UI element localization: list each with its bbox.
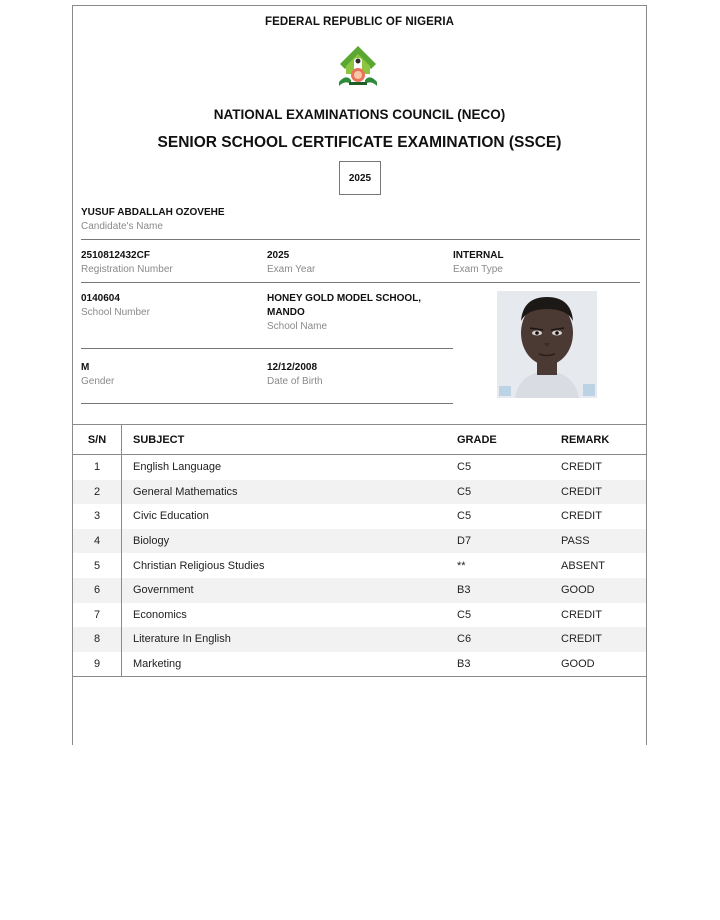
cell-grade: D7 [456,529,560,554]
candidate-name-value: YUSUF ABDALLAH OZOVEHE [81,207,225,218]
column-header-sn: S/N [73,425,122,455]
neco-logo-icon [336,44,380,90]
exam-type-field [453,249,504,277]
table-row [73,480,646,505]
cell-subject: English Language [133,461,222,474]
table-row [73,529,646,554]
exam-type-label: Exam Type [453,264,503,275]
table-header-row [73,425,646,455]
gender-field [81,361,114,389]
date-of-birth-field [267,361,323,389]
candidate-photo [497,291,597,398]
exam-year-box: 2025 [339,161,381,195]
registration-number-field [81,249,173,277]
cell-remark: GOOD [560,578,646,603]
school-name-label: School Name [267,321,328,332]
cell-sn: 8 [73,627,122,652]
cell-remark: CREDIT [561,510,602,523]
date-of-birth-value: 12/12/2008 [267,362,318,373]
cell-subject: Christian Religious Studies [133,559,265,572]
cell-subject: Marketing [133,658,182,671]
cell-grade: ** [457,559,466,572]
divider [81,403,453,404]
cell-sn: 3 [73,504,122,529]
table-row [73,652,646,677]
exam-type-value: INTERNAL [453,250,504,261]
cell-grade: C5 [457,608,472,621]
council-heading: NATIONAL EXAMINATIONS COUNCIL (NECO) [213,107,506,122]
cell-remark: ABSENT [561,559,606,572]
school-number-field [81,292,150,320]
date-of-birth-label: Date of Birth [267,376,323,387]
cell-remark: GOOD [561,658,595,671]
cell-subject: Government [122,578,457,603]
cell-grade: C5 [457,461,472,474]
cell-sn: 5 [73,553,122,578]
exam-year-label: Exam Year [267,264,316,275]
cell-subject: Biology [122,529,457,554]
exam-year-field [267,249,315,277]
cell-subject: Civic Education [133,510,209,523]
registration-number-label: Registration Number [81,264,173,275]
cell-remark: PASS [560,529,646,554]
table-row [73,627,646,652]
registration-number-value: 2510812432CF [81,250,150,261]
cell-sn: 6 [73,578,122,603]
column-header-remark: REMARK [560,425,646,455]
cell-grade: C5 [456,480,560,505]
column-header-grade: GRADE [456,425,560,455]
candidate-name-label: Candidate's Name [81,221,163,232]
cell-sn: 2 [73,480,122,505]
table-row [73,603,646,628]
cell-subject: General Mathematics [122,480,457,505]
cell-grade: C5 [457,510,472,523]
cell-sn: 7 [73,603,122,628]
results-table [73,424,646,677]
school-number-value: 0140604 [81,293,120,304]
school-number-label: School Number [81,307,150,318]
school-name-field [267,292,421,334]
cell-sn: 4 [73,529,122,554]
cell-subject: Literature In English [122,627,457,652]
exam-title: SENIOR SCHOOL CERTIFICATE EXAMINATION (SSCE) [157,134,562,151]
cell-remark: CREDIT [561,461,602,474]
divider [81,239,640,240]
cell-sn: 9 [73,652,122,677]
result-sheet [72,5,647,745]
cell-subject: Economics [133,608,187,621]
cell-grade: B3 [457,658,471,671]
candidate-name-field [81,206,225,234]
cell-remark: CREDIT [561,608,602,621]
school-name-value-line2: MANDO [267,307,305,318]
cell-grade: B3 [456,578,560,603]
divider [81,348,453,349]
country-heading: FEDERAL REPUBLIC OF NIGERIA [264,16,455,28]
exam-year-value: 2025 [267,250,290,261]
cell-remark: CREDIT [560,480,646,505]
school-name-value-line1: HONEY GOLD MODEL SCHOOL, [267,293,422,304]
gender-label: Gender [81,376,115,387]
divider [81,282,640,283]
cell-grade: C6 [456,627,560,652]
table-row [73,578,646,603]
cell-sn: 1 [73,455,122,480]
table-row [73,553,646,578]
gender-value: M [81,362,90,373]
table-row [73,504,646,529]
table-row [73,455,646,480]
column-header-subject: SUBJECT [122,425,457,455]
cell-remark: CREDIT [560,627,646,652]
